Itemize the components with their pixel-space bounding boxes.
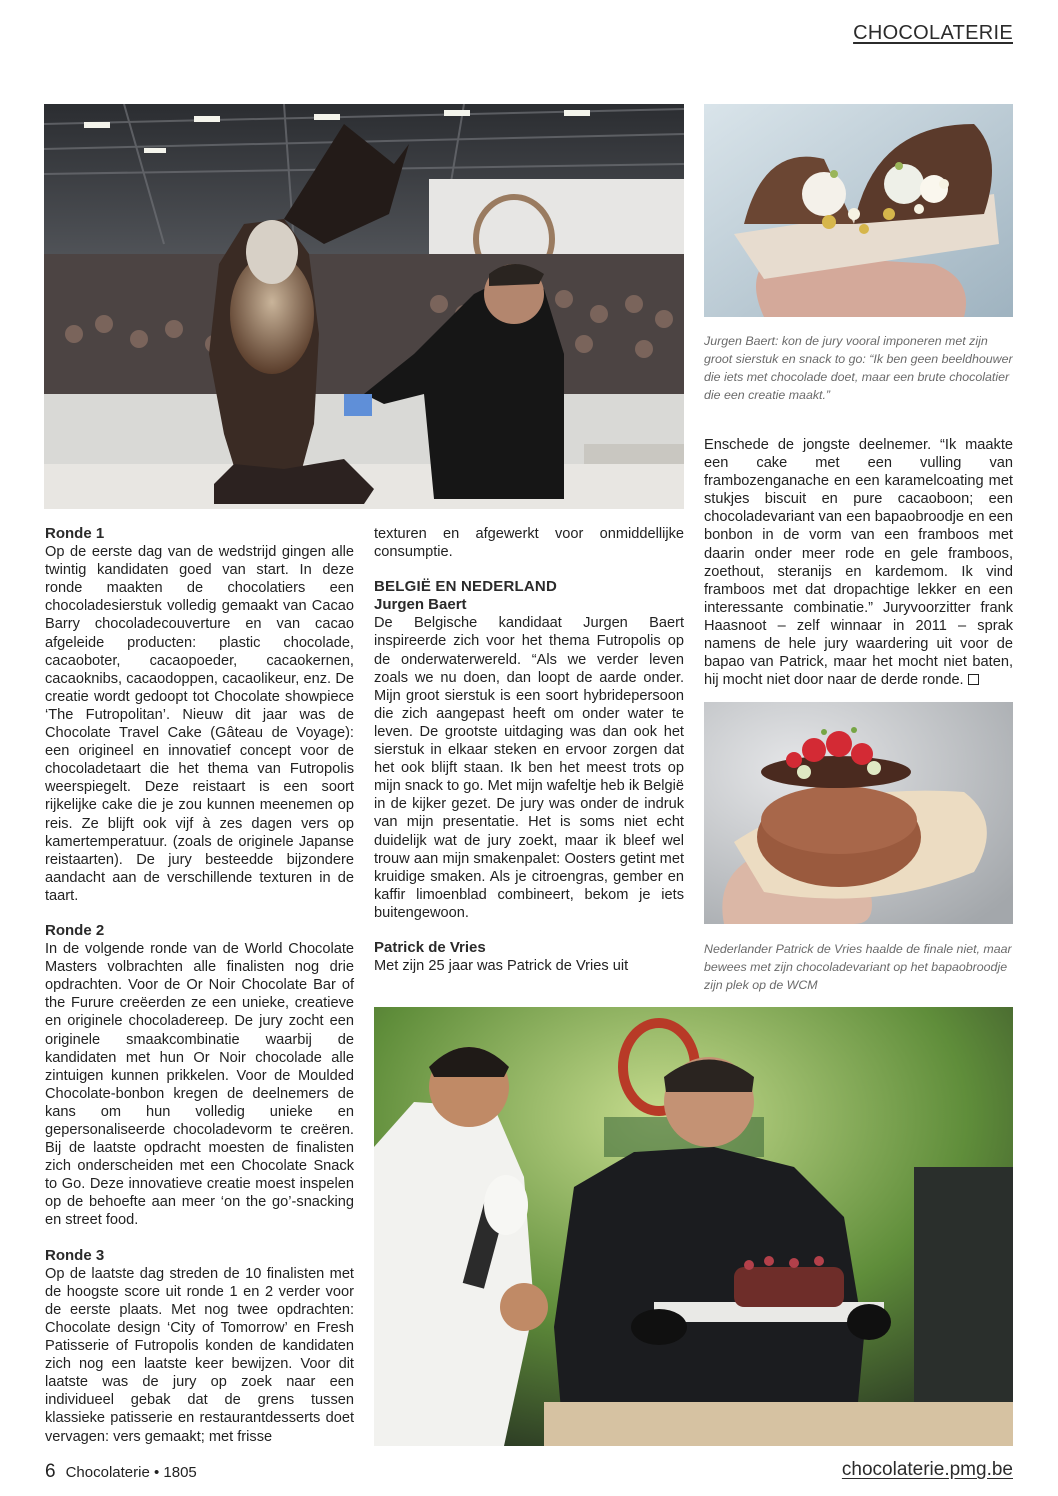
caption-patrick-de-vries: Nederlander Patrick de Vries haalde de finale niet, maar bewees met zijn chocoladevariant op het bapaobroodje zijn plek op de WCM	[704, 942, 1012, 992]
page-number: 6	[45, 1461, 56, 1482]
interview-stage-photo	[374, 1007, 1013, 1446]
section-header: CHOCOLATERIE	[853, 22, 1013, 44]
caption-jurgen-baert: Jurgen Baert: kon de jury vooral imponeren met zijn groot sierstuk en snack to go: “Ik ben geen beeldhouwer die iets met chocolade doet, maar een brute chocolatier die een creatie maakt.”	[704, 334, 1013, 402]
column-2	[374, 525, 684, 975]
heading-belgie-nederland: BELGIË EN NEDERLAND	[374, 578, 557, 596]
showpiece-photo	[44, 104, 684, 509]
heading-ronde-1: Ronde 1	[45, 525, 105, 542]
ronde-2-text: In de volgende ronde van de World Chocolate Masters volbrachten alle finalisten nog drie opdrachten. Voor de Or Noir Chocolate Bar of the Furure creëerden ze een unieke, creatieve en originele chocoladereep. De jury zocht een originele smaakcombinatie waarbij de kandidaten met hun Or Noir chocolade alle zintuigen kunnen prikkelen. Voor de Moulded Chocolate-bonbon kregen de deelnemers de kans om hun volledig unieke en gepersonaliseerde chocoladevorm te creëren. Bij de laatste opdracht moesten de finalisten zich onderscheiden met een Chocolate Snack to Go. Deze innovatieve creatie moest inspelen op de behoefte aan meer ‘on the go’-snacking en street food.	[45, 941, 354, 1229]
jurgen-baert-text: De Belgische kandidaat Jurgen Baert inspireerde zich voor het thema Futropolis op de onderwaterwereld. “Als we verder leven zoals we nu doen, dan loopt de aarde onder. Mijn groot sierstuk is een soort hybridepersoon die zich aangepast heeft om onder water te leven. De grootste uitdaging was dan ook het sierstuk in elkaar steken en ervoor zorgen dat het ook blijft staan. Ik ben het meest trots op mijn snack to go. Met mijn wafeltje heb ik België in de kijker gezet. De jury was onder de indruk van mijn presentatie. Het is soms niet echt duidelijk wat de jury zoekt, maar ik bleef wel trouw aan mijn smakenpalet: Oosters getint met kruidige smaken. Als je citroengras, gember en kaffir limoenblad combineert, bekom je iets buitengewoon.	[374, 615, 684, 921]
ronde-1-text: Op de eerste dag van de wedstrijd gingen alle twintig kandidaten goed van start. In deze ronde maakten de chocolatiers een chocoladesierstuk volledig gemaakt van Cacao Barry chocoladecouverture en van cacao afgeleide producten: plastic chocolade, cacaoboter, cacaopoeder, cacaokernen, cacaoknibs, cacaodoppen, cacaolikeur, enz. De creatie wordt gedoopt tot Chocolate showpiece ‘The Futropolitan’. Nieuw dit jaar was de Chocolate Travel Cake (Gâteau de Voyage): een origineel en innovatief concept voor de chocoladetaart die het thema van Futropolis weerspiegelt. Deze reistaart is een soort rijkelijke cake die je zou kunnen meenemen op reis. Ze blijft ook vijf à zes dagen vers op kamertemperatuur. (zoals de originele Japanse reistaarten). De jury besteedde bijzondere aandacht aan de verschillende texturen in de taart.	[45, 544, 354, 904]
column-1	[45, 525, 354, 1446]
end-mark-icon	[968, 674, 979, 685]
patrick-continued-text: Enschede de jongste deelnemer. “Ik maakte een cake met een vulling van frambozenganache en een karamelcoating met stukjes biscuit en pure cacaoboon; een chocoladevariant van een bapaobroodje en een bonbon in de vorm van een framboos met daarin onder meer rode en gele framboos, zoethout, steranijs en kardemom. Ik vind framboos met dat dropachtige lekker en een interessante combinatie.” Juryvoorzitter frank Haasnoot – zelf winnaar in 2011 – sprak namens de hele jury waardering uit voor de bapao van Patrick, maar het mocht niet baten, hij mocht niet door naar de derde ronde.	[704, 437, 1013, 689]
continued-text: texturen en afgewerkt voor onmiddellijke consumptie.	[374, 526, 684, 561]
snack-to-go-photo	[704, 104, 1013, 317]
footer-website-link[interactable]: chocolaterie.pmg.be	[841, 1459, 1013, 1480]
bapao-dessert-photo	[704, 702, 1013, 924]
footer-issue	[45, 1461, 197, 1483]
patrick-de-vries-text: Met zijn 25 jaar was Patrick de Vries uit	[374, 958, 629, 975]
heading-jurgen-baert: Jurgen Baert	[374, 596, 467, 614]
magazine-issue: Chocolaterie • 1805	[65, 1464, 197, 1481]
heading-patrick-de-vries: Patrick de Vries	[374, 938, 486, 956]
heading-ronde-2: Ronde 2	[45, 921, 105, 939]
heading-ronde-3: Ronde 3	[45, 1246, 105, 1264]
ronde-3-text: Op de laatste dag streden de 10 finalisten met de hoogste score uit ronde 1 en 2 verder voor de eerste plaats. Met nog twee opdrachten: Chocolate design ‘City of Tomorrow’ en Fresh Patisserie of Futropolis konden de kandidaten zich nog een laatste keer bewijzen. Voor dit laatste was de jury op zoek naar een individueel gebak dat de grens tussen klassieke patisserie en restaurantdesserts doet vervagen: vers gemaakt; met frisse	[45, 1265, 354, 1445]
column-3	[704, 436, 1013, 689]
